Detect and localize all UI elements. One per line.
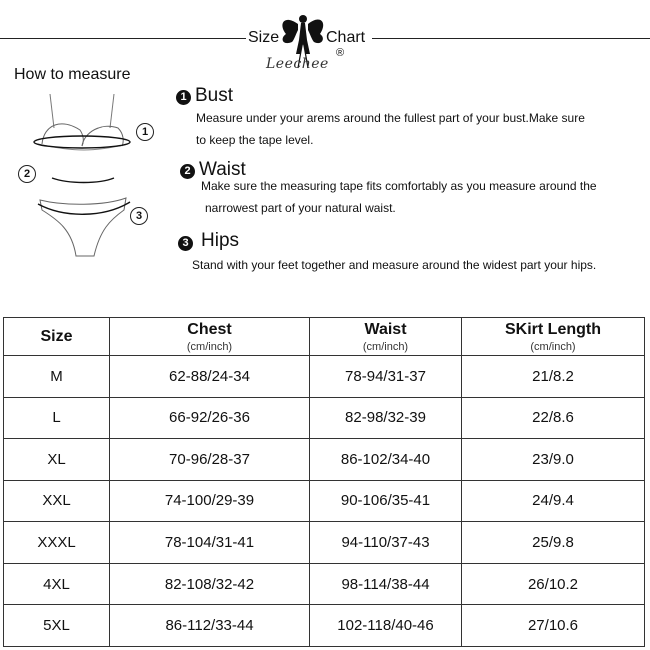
table-row [4,563,645,605]
header-title-size: Size [248,29,280,46]
size-cell: XXL [4,480,110,522]
size-column-header [4,318,110,356]
size-cell: 4XL [4,563,110,605]
skirt-length-header-label: SKirt Length [505,320,601,338]
brand-logo-text: Leechee [266,56,329,72]
hips-title: Hips [201,230,240,251]
waist-cell: 82-98/32-39 [310,397,462,439]
waist-cell: 86-102/34-40 [310,439,462,481]
table-row [4,397,645,439]
diagram-number-2: 2 [18,165,36,183]
bust-title: Bust [195,85,234,106]
size-header-label: Size [40,327,73,345]
chest-cell: 62-88/24-34 [110,356,310,398]
waist-text-line-2: narrowest part of your natural waist. [205,201,396,215]
size-table [3,317,645,647]
bust-number-icon: 1 [176,90,191,105]
waist-number-icon: 2 [180,164,195,179]
bust-text-line-2: to keep the tape level. [196,133,314,147]
registered-mark: ® [336,47,345,59]
table-row [4,522,645,564]
bust-text-line-1: Measure under your arems around the fullest part of your bust.Make sure [196,111,585,125]
chest-cell: 66-92/26-36 [110,397,310,439]
skirt-length-cell: 25/9.8 [462,522,645,564]
size-table-header-row [4,318,645,356]
waist-text-line-1: Make sure the measuring tape fits comfortably as you measure around the [201,179,597,193]
waist-cell: 102-118/40-46 [310,605,462,647]
skirt-length-cell: 23/9.0 [462,439,645,481]
chest-column-header [110,318,310,356]
hips-number-icon: 3 [178,236,193,251]
waist-header-label: Waist [364,320,407,338]
table-row [4,439,645,481]
waist-cell: 98-114/38-44 [310,563,462,605]
waist-cell: 78-94/31-37 [310,356,462,398]
size-cell: M [4,356,110,398]
skirt-length-cell: 22/8.6 [462,397,645,439]
chest-cell: 70-96/28-37 [110,439,310,481]
size-cell: L [4,397,110,439]
waist-header-unit: (cm/inch) [362,340,409,353]
waist-title: Waist [199,159,246,180]
table-row [4,480,645,522]
how-to-measure-heading: How to measure [14,66,131,83]
size-cell: XL [4,439,110,481]
chest-cell: 74-100/29-39 [110,480,310,522]
bust-description [196,107,585,151]
skirt-length-cell: 24/9.4 [462,480,645,522]
header-title-chart: Chart [326,29,366,46]
table-row [4,356,645,398]
measurement-diagram [14,88,174,268]
chest-cell: 82-108/32-42 [110,563,310,605]
waist-cell: 90-106/35-41 [310,480,462,522]
skirt-length-column-header [462,318,645,356]
waist-cell: 94-110/37-43 [310,522,462,564]
hips-description [192,254,596,276]
header-line-right [372,38,650,39]
skirt-length-cell: 27/10.6 [462,605,645,647]
diagram-number-3: 3 [130,207,148,225]
hips-text-line-1: Stand with your feet together and measure around the widest part your hips. [192,258,597,272]
waist-description [201,175,597,219]
chest-header-unit: (cm/inch) [186,340,233,353]
skirt-length-cell: 21/8.2 [462,356,645,398]
waist-column-header [310,318,462,356]
chest-header-label: Chest [187,320,232,338]
header-line-left [0,38,246,39]
chest-cell: 86-112/33-44 [110,605,310,647]
skirt-length-header-unit: (cm/inch) [530,340,576,353]
body-outline-icon [14,88,174,268]
diagram-number-1: 1 [136,123,154,141]
table-row [4,605,645,647]
size-cell: XXXL [4,522,110,564]
size-cell: 5XL [4,605,110,647]
skirt-length-cell: 26/10.2 [462,563,645,605]
chest-cell: 78-104/31-41 [110,522,310,564]
